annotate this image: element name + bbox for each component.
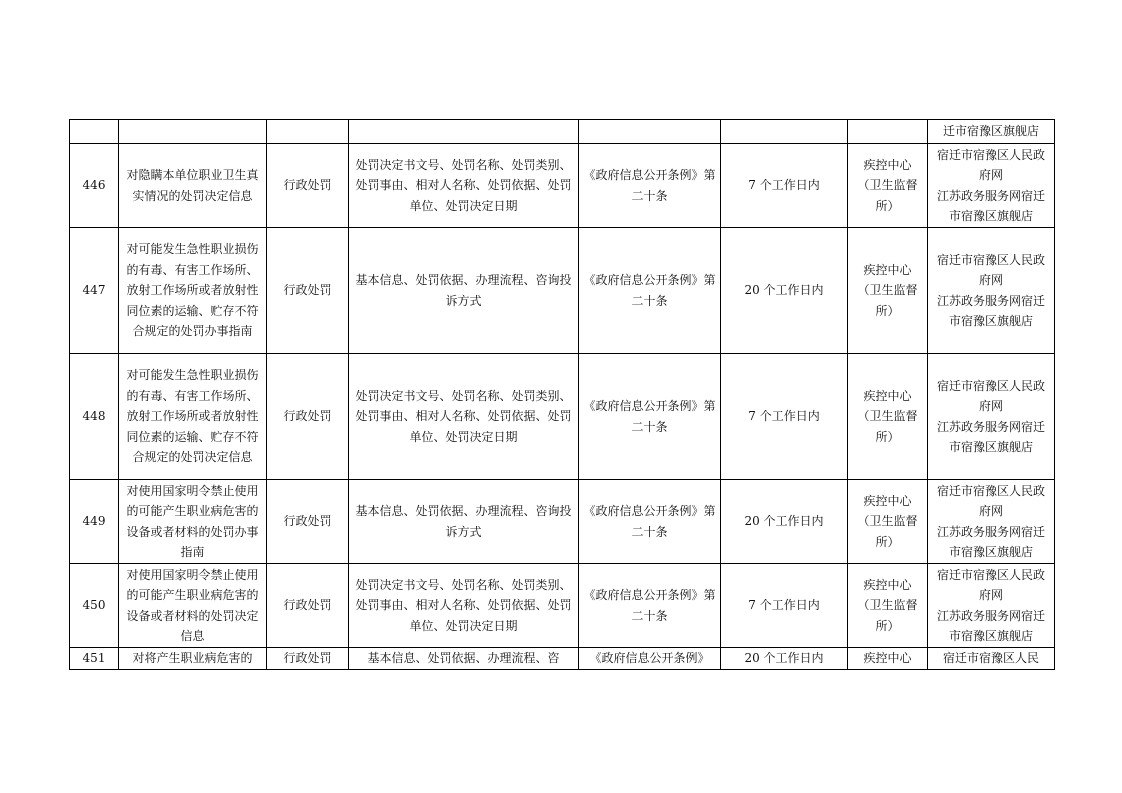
table-row (70, 228, 1055, 354)
cell-content: 基本信息、处罚依据、办理流程、咨询投诉方式 (349, 480, 579, 564)
cell-item: 对使用国家明令禁止使用的可能产生职业病危害的设备或者材料的处罚决定信息 (119, 564, 267, 648)
cell-content: 处罚决定书文号、处罚名称、处罚类别、处罚事由、相对人名称、处罚依据、处罚单位、处罚决定日期 (349, 564, 579, 648)
cell-subject: 疾控中心（卫生监督所） (848, 564, 928, 648)
cell-basis: 《政府信息公开条例》第二十条 (579, 144, 721, 228)
cell-category: 行政处罚 (267, 144, 349, 228)
cell-time-limit (721, 120, 848, 144)
cell-basis: 《政府信息公开条例》第二十条 (579, 354, 721, 480)
disclosure-table (69, 119, 1055, 670)
table-row-partial (70, 648, 1055, 670)
cell-channel: 宿迁市宿豫区人民政府网 江苏政务服务网宿迁市宿豫区旗舰店 (928, 354, 1055, 480)
cell-subject: 疾控中心（卫生监督所） (848, 480, 928, 564)
cell-no: 450 (70, 564, 119, 648)
cell-item: 对可能发生急性职业损伤的有毒、有害工作场所、放射工作场所或者放射性同位素的运输、贮存不符合规定的处罚决定信息 (119, 354, 267, 480)
cell-no: 446 (70, 144, 119, 228)
cell-basis (579, 120, 721, 144)
table-row-continued (70, 120, 1055, 144)
cell-time-limit: 7 个工作日内 (721, 564, 848, 648)
cell-subject (848, 120, 928, 144)
cell-time-limit: 20 个工作日内 (721, 480, 848, 564)
cell-item: 对隐瞒本单位职业卫生真实情况的处罚决定信息 (119, 144, 267, 228)
cell-item: 对使用国家明令禁止使用的可能产生职业病危害的设备或者材料的处罚办事指南 (119, 480, 267, 564)
cell-time-limit: 20 个工作日内 (721, 228, 848, 354)
cell-subject: 疾控中心 (848, 648, 928, 670)
cell-item (119, 120, 267, 144)
cell-content: 处罚决定书文号、处罚名称、处罚类别、处罚事由、相对人名称、处罚依据、处罚单位、处罚决定日期 (349, 354, 579, 480)
cell-category: 行政处罚 (267, 354, 349, 480)
cell-time-limit: 20 个工作日内 (721, 648, 848, 670)
cell-subject: 疾控中心（卫生监督所） (848, 228, 928, 354)
cell-time-limit: 7 个工作日内 (721, 354, 848, 480)
cell-category: 行政处罚 (267, 480, 349, 564)
cell-no: 449 (70, 480, 119, 564)
cell-channel: 宿迁市宿豫区人民政府网 江苏政务服务网宿迁市宿豫区旗舰店 (928, 480, 1055, 564)
cell-channel: 宿迁市宿豫区人民政府网 江苏政务服务网宿迁市宿豫区旗舰店 (928, 564, 1055, 648)
cell-basis: 《政府信息公开条例》第二十条 (579, 228, 721, 354)
cell-channel: 宿迁市宿豫区人民政府网 江苏政务服务网宿迁市宿豫区旗舰店 (928, 228, 1055, 354)
cell-item: 对将产生职业病危害的 (119, 648, 267, 670)
table-row (70, 144, 1055, 228)
cell-content: 处罚决定书文号、处罚名称、处罚类别、处罚事由、相对人名称、处罚依据、处罚单位、处罚决定日期 (349, 144, 579, 228)
cell-item: 对可能发生急性职业损伤的有毒、有害工作场所、放射工作场所或者放射性同位素的运输、贮存不符合规定的处罚办事指南 (119, 228, 267, 354)
cell-basis: 《政府信息公开条例》第二十条 (579, 564, 721, 648)
cell-content (349, 120, 579, 144)
cell-subject: 疾控中心（卫生监督所） (848, 144, 928, 228)
cell-content: 基本信息、处罚依据、办理流程、咨询投诉方式 (349, 228, 579, 354)
cell-no: 451 (70, 648, 119, 670)
cell-category: 行政处罚 (267, 228, 349, 354)
cell-no (70, 120, 119, 144)
cell-content: 基本信息、处罚依据、办理流程、咨 (349, 648, 579, 670)
table-row (70, 564, 1055, 648)
table-row (70, 354, 1055, 480)
cell-subject: 疾控中心（卫生监督所） (848, 354, 928, 480)
cell-channel: 迁市宿豫区旗舰店 (928, 120, 1055, 144)
cell-no: 447 (70, 228, 119, 354)
table-row (70, 480, 1055, 564)
cell-no: 448 (70, 354, 119, 480)
cell-category: 行政处罚 (267, 648, 349, 670)
cell-channel: 宿迁市宿豫区人民 (928, 648, 1055, 670)
cell-category (267, 120, 349, 144)
cell-time-limit: 7 个工作日内 (721, 144, 848, 228)
cell-basis: 《政府信息公开条例》 (579, 648, 721, 670)
cell-category: 行政处罚 (267, 564, 349, 648)
cell-basis: 《政府信息公开条例》第二十条 (579, 480, 721, 564)
cell-channel: 宿迁市宿豫区人民政府网 江苏政务服务网宿迁市宿豫区旗舰店 (928, 144, 1055, 228)
